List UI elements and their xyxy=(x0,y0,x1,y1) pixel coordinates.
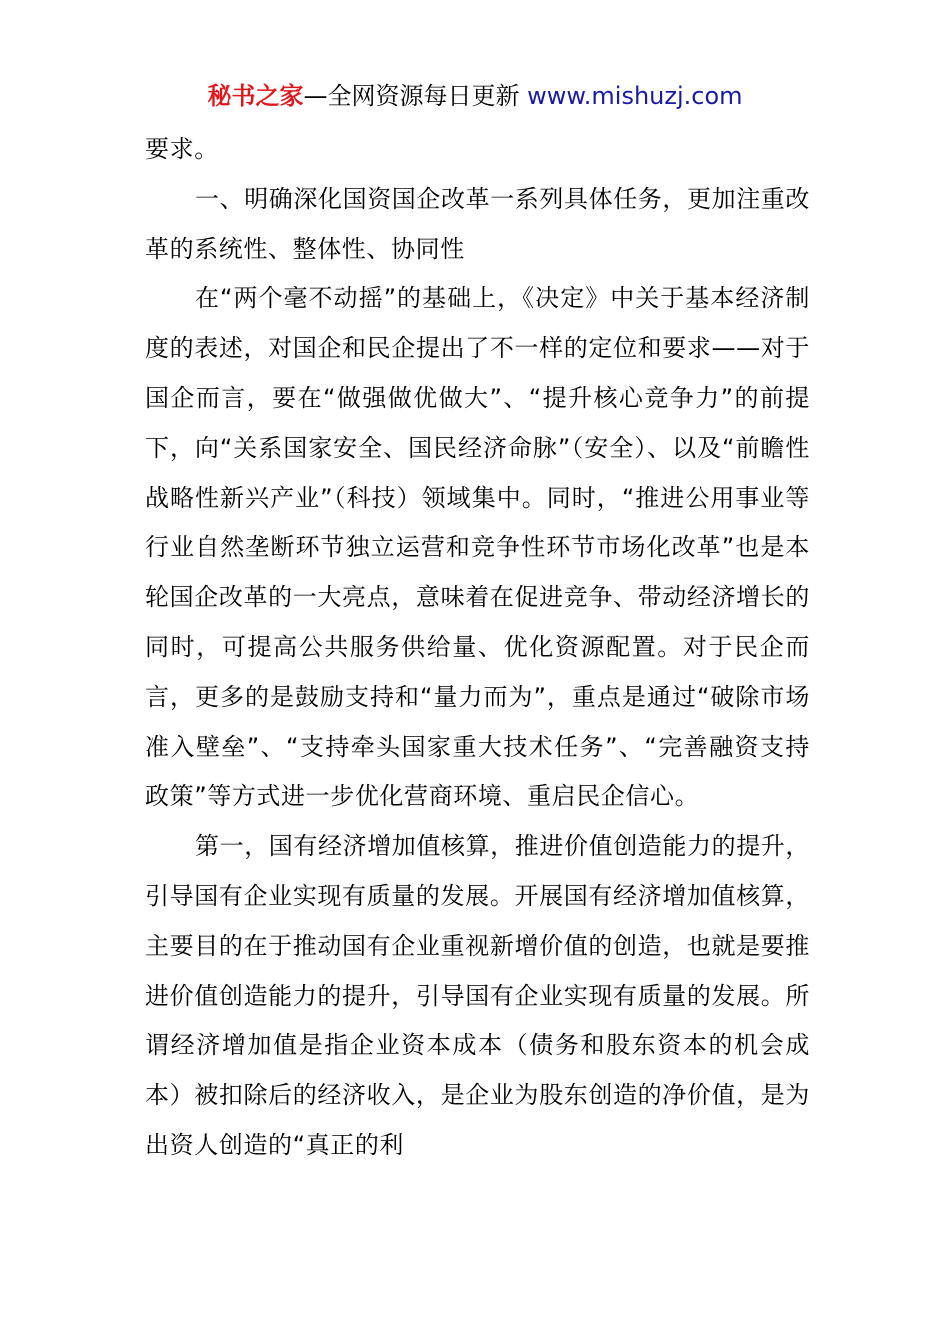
paragraph: 在“两个毫不动摇”的基础上，《决定》中关于基本经济制度的表述，对国企和民企提出了不一样的定位和要求——对于国企而言，要在“做强做优做大”、“提升核心竞争力”的前提下，向“关系国家安全、国民经济命脉”（安全）、以及“前瞻性战略性新兴产业”（科技）领域集中。同时，“推进公用事业等行业自然垄断环节独立运营和竞争性环节市场化改革”也是本轮国企改革的一大亮点，意味着在促进竞争、带动经济增长的同时，可提高公共服务供给量、优化资源配置。对于民企而言，更多的是鼓励支持和“量力而为”，重点是通过“破除市场准入壁垒”、“支持牵头国家重大技术任务”、“完善融资支持政策”等方式进一步优化营商环境、重启民企信心。 xyxy=(145,284,810,811)
site-url-link[interactable]: www.mishuzj.com xyxy=(527,82,743,110)
site-tagline: —全网资源每日更新 xyxy=(303,82,528,110)
page-header xyxy=(0,78,950,114)
site-brand: 秘书之家 xyxy=(207,82,304,110)
paragraph-continuation: 要求。 xyxy=(145,135,219,163)
section-heading: 一、明确深化国资国企改革一系列具体任务，更加注重改革的系统性、整体性、协同性 xyxy=(145,184,810,263)
paragraph: 第一，国有经济增加值核算，推进价值创造能力的提升，引导国有企业实现有质量的发展。开展国有经济增加值核算，主要目的在于推动国有企业重视新增价值的创造，也就是要推进价值创造能力的提升，引导国有企业实现有质量的发展。所谓经济增加值是指企业资本成本（债务和股东资本的机会成本）被扣除后的经济收入，是企业为股东创造的净价值，是为出资人创造的“真正的利 xyxy=(145,832,810,1159)
document-body xyxy=(145,125,810,1171)
